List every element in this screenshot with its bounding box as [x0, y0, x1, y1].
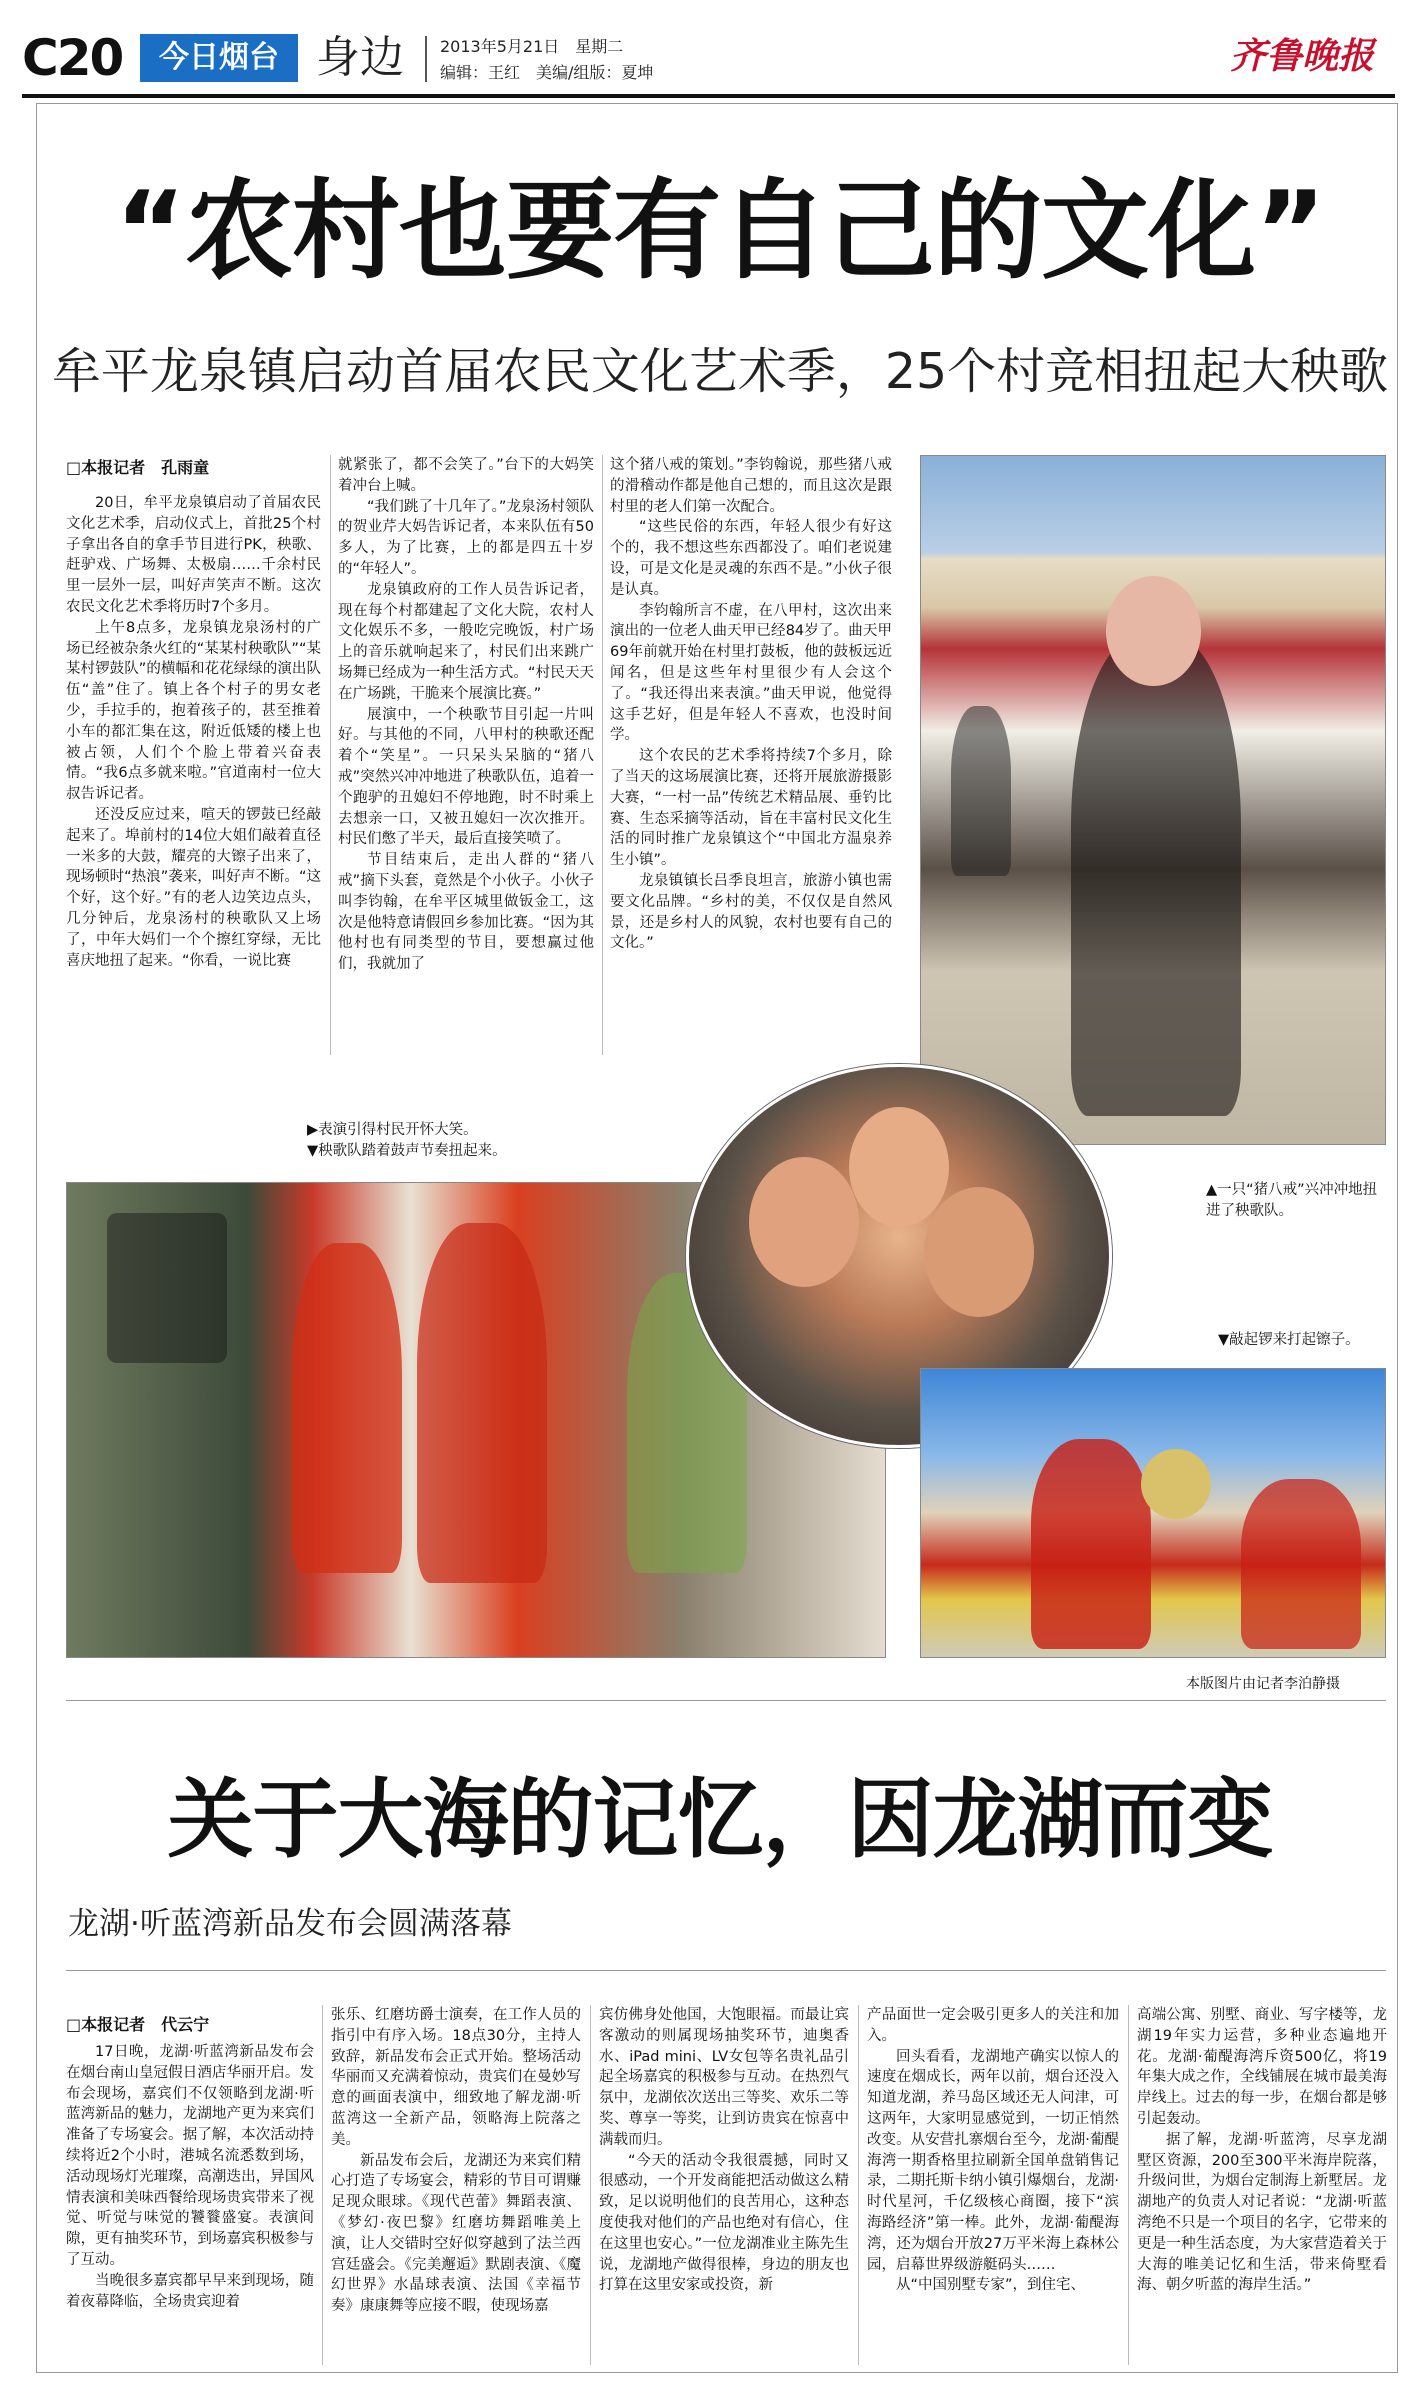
pig-mask [1106, 576, 1201, 686]
paragraph: 20日，牟平龙泉镇启动了首届农民文化艺术季，启动仪式上，首批25个村子拿出各自的拿手节目进行PK，秧歌、赶驴戏、广场舞、太极扇……千余村民里一层外一层，叫好声笑声不断。这次农民文化艺术季将历时7个多月。 [66, 495, 321, 615]
story1-column-2 [338, 455, 594, 1060]
dancer-silhouette [417, 1223, 547, 1583]
column-rule [858, 2005, 859, 2365]
paper-logo: 齐鲁晚报 [1230, 35, 1375, 77]
performer-silhouette [1241, 1479, 1361, 1649]
paragraph: 这个猪八戒的策划。”李钧翰说，那些猪八戒的滑稽动作都是他自己想的，而且这次是跟村里的老人们第一次配合。 [610, 457, 892, 515]
story-separator [66, 1700, 1386, 1701]
paragraph: 新品发布会后，龙湖还为来宾们精心打造了专场宴会，精彩的节目可谓赚足现众眼球。《现代芭蕾》舞蹈表演、《梦幻·夜巴黎》红磨坊舞蹈唯美上演，让人交错时空好似穿越到了法兰西宫廷盛会。《完美邂逅》默剧表演、《魔幻世界》水晶球表演、法国《幸福节奏》康康舞等应接不暇，使现场嘉 [331, 2152, 581, 2315]
cymbal [1141, 1449, 1211, 1519]
paragraph: 张乐、红磨坊爵士演奏，在工作人员的指引中有序入场。18点30分，主持人致辞，新品发布会正式开始。整场活动华丽而又充满着惊动，贵宾们在曼妙写意的画面表演中，细致地了解龙湖·听蓝湾这一全新产品，领略海上院落之美。 [331, 2007, 581, 2148]
dancer-silhouette [1071, 636, 1241, 1116]
section-name: 身边 [316, 32, 404, 83]
header-divider [425, 36, 427, 82]
story2-rule [66, 1970, 1386, 1971]
face [849, 1107, 949, 1227]
story2-headline: 关于大海的记忆，因龙湖而变 [167, 1770, 1273, 1870]
paragraph: 这个农民的艺术季将持续7个多月，除了当天的这场展演比赛，还将开展旅游摄影大赛，“一村一品”传统艺术精品展、垂钓比赛、生态采摘等活动，旨在丰富村民文化生活的同时推广龙泉镇这个“中国北方温泉养生小镇”。 [610, 748, 892, 869]
caption-line: ▶表演引得村民开怀大笑。 [307, 1122, 478, 1138]
paragraph: 当晚很多嘉宾都早早来到现场，随着夜幕降临，全场贵宾迎着 [66, 2272, 314, 2310]
dancer-silhouette [292, 1243, 402, 1573]
paragraph: 产品面世一定会吸引更多人的关注和加入。 [867, 2007, 1119, 2044]
story1-subheadline: 牟平龙泉镇启动首届农民文化艺术季，25个村竞相扭起大秧歌 [51, 343, 1389, 400]
paragraph: 宾仿佛身处他国，大饱眼福。而最让宾客激动的则属现场抽奖环节，迪奥香水、iPad mini、LV女包等名贵礼品引起全场嘉宾的积极参与互动。在热烈气氛中，龙湖依次送出三等奖、欢乐二等奖、尊享一等奖，让到访贵宾在惊喜中满载而归。 [599, 2007, 849, 2148]
caption-line: ▼秧歌队踏着鼓声节奏扭起来。 [307, 1143, 507, 1159]
audience-silhouette [107, 1213, 227, 1363]
paragraph: “这些民俗的东西，年轻人很少有好这个的，我不想这些东西都没了。咱们老说建设，可是文化是灵魂的东西不是。”小伙子很是认真。 [610, 519, 892, 598]
paragraph: 就紧张了，都不会笑了。”台下的大妈笑着冲台上喊。 [338, 457, 594, 494]
face [924, 1187, 1034, 1317]
paragraph: 17日晚，龙湖·听蓝湾新品发布会在烟台南山皇冠假日酒店华丽开启。发布会现场，嘉宾们不仅领略到龙湖·听蓝湾新品的魅力，龙湖地产更为来宾们准备了专场宴会。据了解，本次活动持续将近2个小时，港城名流悉数到场，活动现场灯光璀璨，高潮迭出，异国风情表演和美味西餐给现场贵宾带来了视觉、听觉与味觉的饕餮盛宴。表演间隙，更有抽奖环节，到场嘉宾积极参与了互动。 [66, 2044, 314, 2268]
story2-column-5 [1137, 2005, 1387, 2365]
story2-byline: □本报记者 代云宁 [66, 2015, 210, 2034]
paragraph: 回头看看，龙湖地产确实以惊人的速度在烟成长，两年以前，烟台还没入知道龙湖，养马岛区域还无人问津，可这两年，大家明显感觉到，一切正悄然改变。从安营扎寨烟台至今，龙湖·葡醍海湾一期香格里拉刷新全国单盘销售记录，二期托斯卡纳小镇引爆烟台，龙湖·时代星河，千亿级核心商圈，接下“滨海路经济”第一棒。此外，龙湖·葡醍海湾，还为烟台开放27万平米海上森林公园，启幕世界级游艇码头…… [867, 2048, 1119, 2273]
column-rule [330, 455, 331, 1055]
paragraph: 上午8点多，龙泉镇龙泉汤村的广场已经被杂条火红的“某某村秧歌队”“某某村锣鼓队”的横幅和花花绿绿的演出队伍“盖”住了。镇上各个村子的男女老少，手拉手的，抱着孩子的，甚至推着小车的都汇集在这，附近低矮的楼上也被占领，人们个个脸上带着兴奋表情。“我6点多就来啦。”官道南村一位大叔告诉记者。 [66, 619, 321, 803]
column-rule [590, 2005, 591, 2365]
story2-column-2 [331, 2005, 581, 2365]
date-line: 2013年5月21日 星期二 [440, 37, 624, 56]
paragraph: 李钧翰所言不虚，在八甲村，这次出来演出的一位老人曲天甲已经84岁了。曲天甲69年前就开始在村里打鼓板，他的鼓板远近闻名，但是这些年村里很少有人会这个了。“我还得出来表演。”曲天甲说，他觉得这手艺好，但是年轻人不喜欢，也没时间学。 [610, 602, 892, 744]
caption-gong: ▼敲起锣来打起镲子。 [1218, 1332, 1360, 1348]
paragraph: 还没反应过来，喧天的锣鼓已经敲起来了。埠前村的14位大姐们敲着直径一米多的大鼓，耀亮的大镲子出来了，现场顿时“热浪”袭来，叫好声不断。“这个好，这个好。”有的老人边笑边点头，几分钟后，龙泉汤村的秧歌队又上场了，中年大妈们一个个擦红穿绿，无比喜庆地扭了起来。“你看，一说比赛 [66, 806, 321, 969]
paragraph: 从“中国别墅专家”，到住宅、 [896, 2277, 1086, 2294]
photo-gong-players [920, 1368, 1386, 1658]
paragraph: “今天的活动令我很震撼，同时又很感动，一个开发商能把活动做这么精致，足以说明他们的良苦用心，这种态度使我对他们的产品也绝对有信心，住在这里也安心。”一位龙湖准业主陈先生说，龙湖地产做得很棒，身边的朋友也打算在这里安家或投资，新 [599, 2152, 849, 2294]
paragraph: 节目结束后，走出人群的“猪八戒”摘下头套，竟然是个小伙子。小伙子叫李钧翰，在牟平区城里做钣金工，这次是他特意请假回乡参加比赛。“因为其他村也有同类型的节目，要想赢过他们，我就加了 [338, 852, 594, 973]
story1-column-3 [610, 455, 892, 1045]
paragraph: 龙泉镇政府的工作人员告诉记者，现在每个村都建起了文化大院，农村人文化娱乐不多，一般吃完晚饭，村广场上的音乐就响起来了，村民们出来跳广场舞已经成为一种生活方式。“村民天天在广场跳，干脆来个展演比赛。” [338, 581, 594, 702]
story1-column-1 [66, 493, 321, 1058]
photo-pig-dancer [920, 455, 1386, 1145]
editor-line: 编辑：王红 美编/组版：夏坤 [440, 63, 654, 82]
photo-credit: 本版图片由记者李泊静摄 [1186, 1676, 1340, 1692]
face [749, 1157, 859, 1287]
paragraph: “我们跳了十几年了。”龙泉汤村领队的贺业芹大妈告诉记者，本来队伍有50多人，为了比赛，上的都是四五十岁的“年轻人”。 [338, 498, 594, 577]
column-rule [322, 2005, 323, 2365]
header-rule [22, 94, 1395, 98]
story2-column-3 [599, 2005, 849, 2365]
story2-subheadline: 龙湖·听蓝湾新品发布会圆满落幕 [68, 1906, 512, 1942]
story1-headline: “农村也要有自己的文化” [115, 169, 1325, 294]
caption-laugh [307, 1120, 607, 1162]
paragraph: 展演中，一个秧歌节目引起一片叫好。与其他的不同，八甲村的秧歌还配着个“笑星”。一只呆头呆脑的“猪八戒”突然兴冲冲地进了秧歌队伍，追着一个跑驴的丑媳妇不停地跑，时不时乘上去想亲一口，又被丑媳妇一次次推开。村民们憋了半天，最后直接笑喷了。 [338, 706, 594, 848]
page-number: C20 [22, 29, 123, 87]
performer-silhouette [1031, 1439, 1151, 1649]
caption-pig: ▲一只“猪八戒”兴冲冲地扭进了秧歌队。 [1206, 1182, 1378, 1219]
column-tag: 今日烟台 [140, 34, 298, 82]
story1-byline: □本报记者 孔雨童 [66, 458, 210, 477]
story2-column-1 [66, 2042, 314, 2362]
paragraph: 龙泉镇镇长吕季良坦言，旅游小镇也需要文化品牌。“乡村的美，不仅仅是自然风景，还是乡村人的风貌，农村也要有自己的文化。” [610, 872, 892, 952]
paragraph: 据了解，龙湖·听蓝湾，尽享龙湖墅区资源，200至300平米海岸院落，升级问世，为烟台定制海上新墅居。龙湖地产的负责人对记者说：“龙湖·听蓝湾绝不只是一个项目的名字，它带来的更是一种生活态度，为大家营造着关于大海的唯美记忆和生活，带来倚墅看海、朝夕听蓝的海岸生活。” [1137, 2131, 1387, 2294]
column-rule [602, 455, 603, 1055]
bystander-silhouette [951, 706, 1011, 876]
column-rule [1128, 2005, 1129, 2365]
story2-column-4 [867, 2005, 1119, 2365]
paragraph: 高端公寓、别墅、商业、写字楼等，龙湖19年实力运营，多种业态遍地开花。龙湖·葡醍海湾斥资500亿，将19年集大成之作，全线铺展在城市最美海岸线上。过去的每一步，在烟台都是够引起轰动。 [1137, 2007, 1387, 2127]
